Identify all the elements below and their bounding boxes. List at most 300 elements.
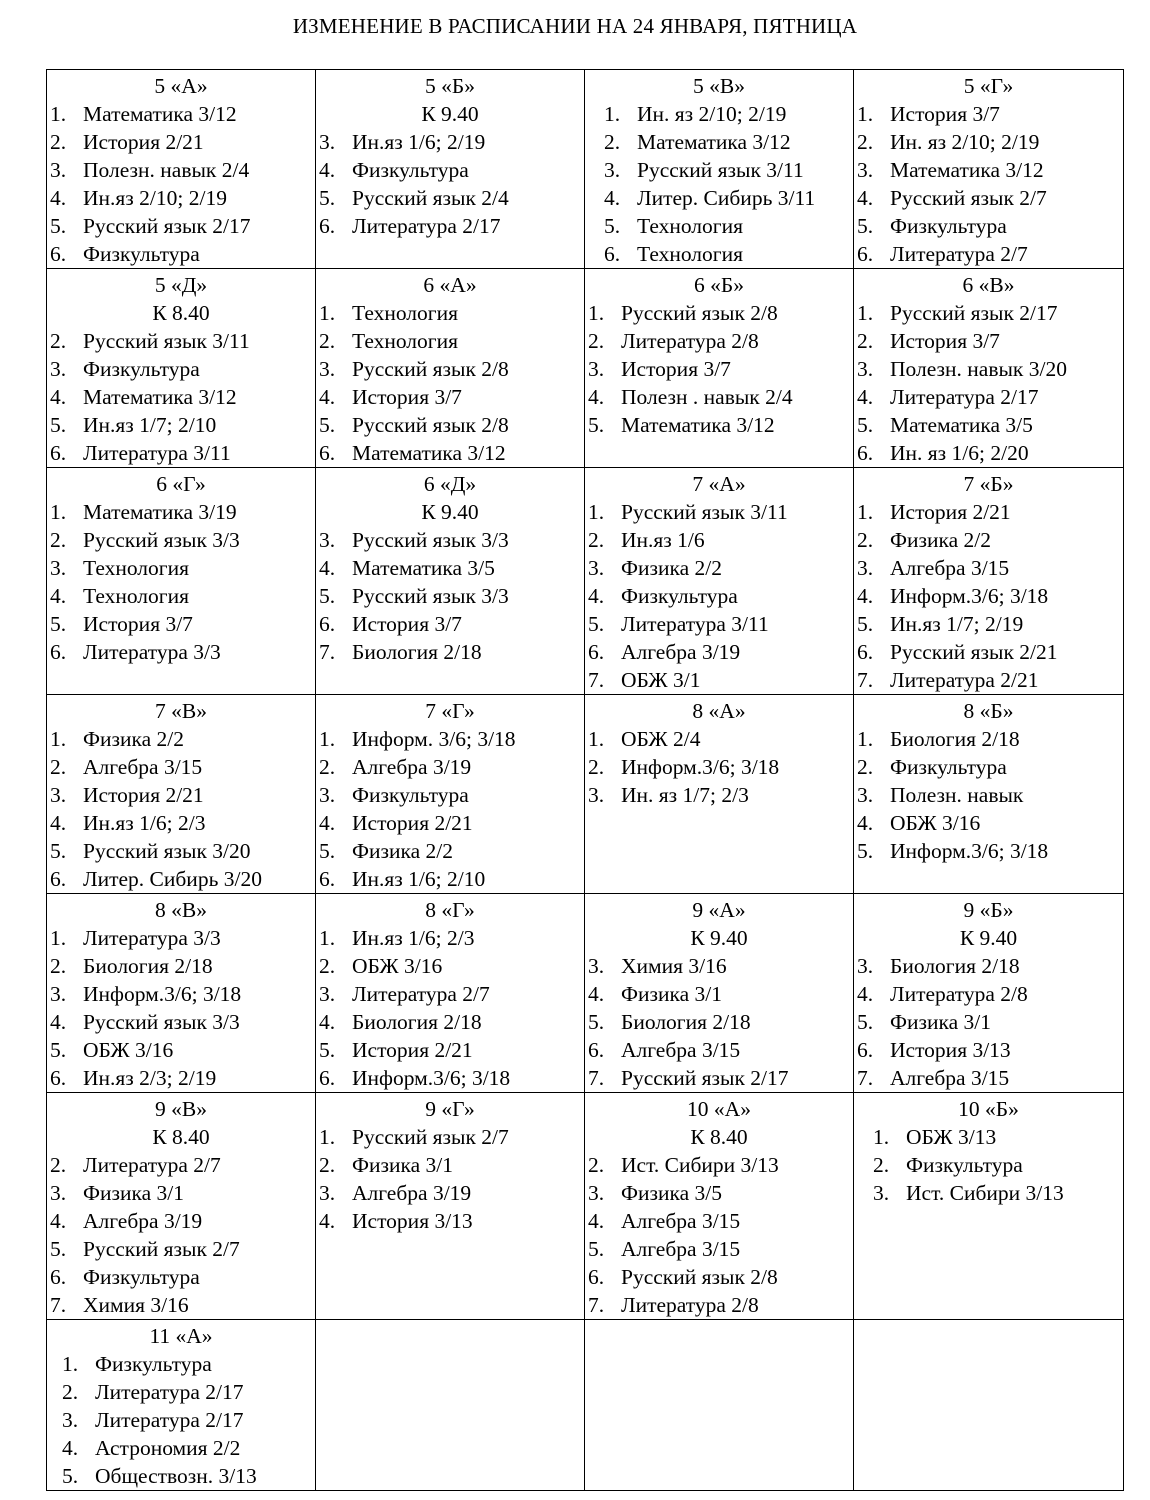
lesson-item: [857, 526, 1123, 554]
schedule-row: [47, 70, 1124, 269]
lesson-subject: ОБЖ 3/16: [890, 811, 981, 835]
lesson-subject: Алгебра 3/19: [621, 640, 741, 664]
schedule-row: [47, 894, 1124, 1093]
lesson-item: [588, 156, 853, 184]
lesson-subject: Литература 2/7: [890, 242, 1028, 266]
empty-cell: [585, 1320, 854, 1491]
lesson-number: 3.: [588, 1181, 605, 1205]
lesson-item: [588, 1235, 853, 1263]
lesson-subject: Технология: [83, 584, 189, 608]
lesson-number: 5.: [50, 1237, 67, 1261]
class-name: 7 «А»: [692, 472, 746, 496]
lesson-number: 7.: [319, 640, 336, 664]
lesson-number: 3.: [604, 158, 621, 182]
lesson-number: 3.: [857, 357, 874, 381]
lesson-number: 5.: [588, 612, 605, 636]
lesson-subject: Технология: [637, 214, 743, 238]
lesson-subject: Ист. Сибири 3/13: [621, 1153, 779, 1177]
lesson-subject: Русский язык 3/11: [621, 500, 788, 524]
lesson-number: 7.: [588, 668, 605, 692]
lesson-number: 6.: [50, 1265, 67, 1289]
lesson-item: [857, 781, 1123, 809]
lesson-number: 3.: [62, 1408, 79, 1432]
lesson-list: [50, 327, 315, 467]
lesson-item: [857, 355, 1123, 383]
lesson-item: [50, 980, 315, 1008]
lesson-item: [50, 1378, 315, 1406]
lesson-number: 2.: [588, 1153, 605, 1177]
lesson-item: [319, 980, 584, 1008]
lesson-list: [588, 100, 853, 268]
lesson-subject: Полезн. навык 3/20: [890, 357, 1067, 381]
lesson-subject: Алгебра 3/19: [352, 1181, 472, 1205]
lesson-subject: Информ.3/6; 3/18: [890, 839, 1049, 863]
lesson-number: 5.: [319, 186, 336, 210]
class-cell: [585, 269, 854, 468]
start-time: К 9.40: [690, 926, 748, 950]
lesson-subject: Ин.яз 1/6; 2/19: [352, 130, 486, 154]
lesson-list: [50, 100, 315, 268]
lesson-subject: Физкультура: [83, 242, 200, 266]
lesson-subject: Литер. Сибирь 3/11: [637, 186, 816, 210]
lesson-item: [50, 610, 315, 638]
lesson-item: [857, 837, 1123, 865]
lesson-item: [50, 1008, 315, 1036]
start-time: К 9.40: [959, 926, 1018, 950]
lesson-item: [588, 355, 853, 383]
lesson-subject: Биология 2/18: [621, 1010, 751, 1034]
lesson-number: 6.: [50, 867, 67, 891]
lesson-subject: Физкультура: [352, 158, 469, 182]
lesson-number: 4.: [319, 811, 336, 835]
class-cell: [585, 1093, 854, 1320]
lesson-subject: Информ.3/6; 3/18: [621, 755, 780, 779]
lesson-subject: Физкультура: [621, 584, 738, 608]
lesson-number: 3.: [50, 158, 67, 182]
lesson-subject: Русский язык 3/3: [352, 528, 509, 552]
lesson-subject: Математика 3/12: [83, 385, 237, 409]
lesson-subject: ОБЖ 3/1: [621, 668, 701, 692]
lesson-subject: Физика 3/1: [83, 1181, 185, 1205]
lesson-item: [50, 1064, 315, 1092]
lesson-subject: Русский язык 3/20: [83, 839, 251, 863]
lesson-number: 3.: [50, 783, 67, 807]
lesson-subject: Математика 3/12: [621, 413, 775, 437]
lesson-number: 7.: [857, 1066, 874, 1090]
lesson-subject: Технология: [352, 301, 458, 325]
lesson-number: 4.: [857, 385, 874, 409]
class-cell: [316, 894, 585, 1093]
lesson-number: 5.: [62, 1464, 79, 1488]
lesson-item: [857, 212, 1123, 240]
lesson-number: 1.: [50, 102, 67, 126]
lesson-item: [588, 299, 853, 327]
lesson-item: [857, 156, 1123, 184]
class-cell: [47, 894, 316, 1093]
lesson-item: [857, 952, 1123, 980]
lesson-item: [857, 638, 1123, 666]
lesson-item: [319, 781, 584, 809]
lesson-subject: Информ.3/6; 3/18: [352, 1066, 511, 1090]
lesson-item: [50, 100, 315, 128]
lesson-item: [588, 781, 853, 809]
lesson-subject: Технология: [352, 329, 458, 353]
lesson-number: 5.: [604, 214, 621, 238]
lesson-item: [50, 809, 315, 837]
lesson-subject: Литература 3/11: [621, 612, 769, 636]
lesson-subject: Ин. яз 1/7; 2/3: [621, 783, 749, 807]
lesson-item: [588, 240, 853, 268]
lesson-item: [857, 327, 1123, 355]
lesson-number: 1.: [319, 1125, 336, 1149]
lesson-subject: Ин.яз 2/10; 2/19: [83, 186, 227, 210]
lesson-item: [50, 240, 315, 268]
lesson-list: [857, 100, 1123, 268]
lesson-list: [588, 299, 853, 439]
lesson-subject: Литература 2/8: [890, 982, 1028, 1006]
lesson-number: 2.: [319, 755, 336, 779]
start-time: К 8.40: [690, 1125, 748, 1149]
lesson-item: [50, 1036, 315, 1064]
lesson-number: 6.: [857, 242, 874, 266]
lesson-number: 4.: [50, 811, 67, 835]
lesson-number: 5.: [50, 413, 67, 437]
lesson-item: [319, 327, 584, 355]
lesson-item: [857, 753, 1123, 781]
lesson-item: [319, 610, 584, 638]
lesson-list: [50, 924, 315, 1092]
lesson-subject: Алгебра 3/15: [890, 556, 1010, 580]
lesson-subject: Математика 3/5: [352, 556, 495, 580]
lesson-item: [319, 1064, 584, 1092]
lesson-number: 4.: [50, 1209, 67, 1233]
lesson-item: [319, 753, 584, 781]
lesson-number: 3.: [588, 556, 605, 580]
lesson-item: [588, 638, 853, 666]
lesson-item: [50, 638, 315, 666]
lesson-number: 6.: [319, 441, 336, 465]
lesson-item: [319, 1008, 584, 1036]
lesson-item: [319, 837, 584, 865]
lesson-subject: Литература 2/17: [890, 385, 1039, 409]
class-name: 5 «Б»: [425, 74, 475, 98]
lesson-subject: История 3/7: [352, 385, 462, 409]
lesson-subject: Физкультура: [890, 755, 1007, 779]
lesson-number: 3.: [50, 556, 67, 580]
lesson-number: 2.: [857, 528, 874, 552]
lesson-subject: Алгебра 3/19: [352, 755, 472, 779]
class-name: 6 «В»: [962, 273, 1015, 297]
lesson-number: 5.: [50, 1038, 67, 1062]
lesson-item: [319, 411, 584, 439]
lesson-number: 1.: [50, 500, 67, 524]
lesson-subject: Русский язык 2/7: [352, 1125, 509, 1149]
schedule-row: [47, 269, 1124, 468]
lesson-number: 1.: [857, 500, 874, 524]
lesson-item: [588, 1179, 853, 1207]
lesson-subject: Русский язык 2/8: [621, 301, 778, 325]
lesson-item: [50, 753, 315, 781]
lesson-item: [50, 411, 315, 439]
lesson-number: 4.: [319, 385, 336, 409]
start-time: К 8.40: [152, 1125, 210, 1149]
lesson-subject: Полезн . навык 2/4: [621, 385, 793, 409]
lesson-item: [857, 1036, 1123, 1064]
start-time: К 9.40: [421, 102, 479, 126]
lesson-subject: Физика 2/2: [83, 727, 185, 751]
class-cell: [47, 695, 316, 894]
lesson-item: [857, 240, 1123, 268]
lesson-number: 4.: [319, 1010, 336, 1034]
lesson-subject: Физика 2/2: [890, 528, 992, 552]
class-name: 8 «А»: [692, 699, 746, 723]
lesson-number: 3.: [50, 357, 67, 381]
lesson-item: [50, 952, 315, 980]
lesson-number: 1.: [857, 301, 874, 325]
lesson-subject: Русский язык 2/17: [890, 301, 1058, 325]
lesson-subject: Физкультура: [95, 1352, 212, 1376]
class-cell: [854, 269, 1124, 468]
start-time: К 8.40: [152, 301, 210, 325]
lesson-item: [319, 725, 584, 753]
lesson-number: 1.: [50, 926, 67, 950]
lesson-number: 5.: [588, 1010, 605, 1034]
class-name: 7 «Б»: [963, 472, 1014, 496]
lesson-subject: Алгебра 3/15: [890, 1066, 1010, 1090]
lesson-item: [588, 980, 853, 1008]
lesson-number: 6.: [50, 242, 67, 266]
lesson-number: 3.: [319, 130, 336, 154]
class-cell: [854, 468, 1124, 695]
lesson-number: 2.: [604, 130, 621, 154]
lesson-number: 5.: [50, 214, 67, 238]
lesson-item: [50, 582, 315, 610]
lesson-number: 5.: [857, 839, 874, 863]
lesson-number: 4.: [857, 186, 874, 210]
lesson-subject: Физика 2/2: [621, 556, 723, 580]
lesson-number: 3.: [319, 783, 336, 807]
class-cell: [585, 695, 854, 894]
class-cell: [854, 894, 1124, 1093]
lesson-number: 4.: [319, 556, 336, 580]
lesson-number: 2.: [319, 329, 336, 353]
class-name: 6 «А»: [423, 273, 477, 297]
class-cell: [316, 269, 585, 468]
lesson-subject: Биология 2/18: [890, 954, 1020, 978]
lesson-number: 2.: [857, 755, 874, 779]
start-time: К 9.40: [421, 500, 479, 524]
lesson-number: 6.: [588, 640, 605, 664]
lesson-number: 6.: [319, 1066, 336, 1090]
lesson-number: 6.: [50, 640, 67, 664]
lesson-item: [588, 753, 853, 781]
lesson-number: 5.: [857, 1010, 874, 1034]
lesson-number: 4.: [857, 982, 874, 1006]
lesson-subject: ОБЖ 3/16: [352, 954, 443, 978]
class-name: 10 «Б»: [958, 1097, 1019, 1121]
lesson-subject: Полезн. навык 2/4: [83, 158, 250, 182]
lesson-subject: Астрономия 2/2: [95, 1436, 241, 1460]
lesson-item: [857, 439, 1123, 467]
lesson-number: 5.: [50, 839, 67, 863]
lesson-item: [319, 128, 584, 156]
lesson-subject: История 3/7: [83, 612, 193, 636]
lesson-list: [857, 725, 1123, 865]
lesson-subject: Алгебра 3/15: [621, 1237, 741, 1261]
lesson-subject: Математика 3/12: [352, 441, 506, 465]
lesson-subject: Русский язык 3/11: [637, 158, 804, 182]
class-name: 7 «В»: [155, 699, 207, 723]
lesson-item: [50, 327, 315, 355]
lesson-subject: Алгебра 3/15: [621, 1209, 741, 1233]
lesson-subject: Русский язык 2/7: [83, 1237, 240, 1261]
lesson-list: [857, 952, 1123, 1092]
lesson-list: [588, 725, 853, 809]
lesson-item: [319, 1036, 584, 1064]
empty-cell: [316, 1320, 585, 1491]
lesson-item: [50, 1207, 315, 1235]
lesson-item: [588, 1291, 853, 1319]
lesson-item: [588, 554, 853, 582]
lesson-item: [50, 212, 315, 240]
lesson-subject: Полезн. навык: [890, 783, 1024, 807]
schedule-row: [47, 468, 1124, 695]
lesson-list: [50, 498, 315, 666]
lesson-item: [588, 1008, 853, 1036]
lesson-subject: ОБЖ 2/4: [621, 727, 701, 751]
lesson-item: [50, 1434, 315, 1462]
lesson-item: [319, 184, 584, 212]
lesson-subject: Физкультура: [83, 357, 200, 381]
lesson-list: [319, 924, 584, 1092]
lesson-subject: Физика 3/1: [621, 982, 723, 1006]
lesson-number: 1.: [319, 727, 336, 751]
lesson-subject: Русский язык 3/3: [83, 528, 240, 552]
lesson-item: [588, 952, 853, 980]
lesson-number: 4.: [319, 1209, 336, 1233]
lesson-number: 1.: [857, 727, 874, 751]
lesson-item: [50, 1263, 315, 1291]
class-name: 9 «В»: [155, 1097, 207, 1121]
lesson-number: 5.: [319, 839, 336, 863]
class-cell: [47, 468, 316, 695]
lesson-subject: История 2/21: [352, 811, 473, 835]
schedule-row: [47, 1093, 1124, 1320]
lesson-list: [319, 1123, 584, 1235]
lesson-subject: Химия 3/16: [83, 1293, 189, 1317]
lesson-list: [319, 526, 584, 666]
lesson-subject: Физика 3/1: [352, 1153, 454, 1177]
lesson-item: [588, 526, 853, 554]
lesson-item: [50, 184, 315, 212]
lesson-subject: Технология: [637, 242, 743, 266]
lesson-subject: История 2/21: [352, 1038, 473, 1062]
lesson-item: [319, 1207, 584, 1235]
lesson-number: 1.: [604, 102, 621, 126]
lesson-subject: Алгебра 3/15: [83, 755, 203, 779]
lesson-item: [319, 1151, 584, 1179]
lesson-item: [50, 383, 315, 411]
page-title: ИЗМЕНЕНИЕ В РАСПИСАНИИ НА 24 ЯНВАРЯ, ПЯТНИЦА: [292, 14, 858, 38]
schedule-body: [47, 70, 1124, 1491]
class-name: 8 «Б»: [963, 699, 1014, 723]
schedule-row: [47, 1320, 1124, 1491]
lesson-item: [857, 554, 1123, 582]
lesson-subject: Ин.яз 1/6; 2/10: [352, 867, 486, 891]
lesson-subject: История 3/7: [352, 612, 462, 636]
lesson-item: [50, 837, 315, 865]
lesson-number: 5.: [857, 413, 874, 437]
lesson-number: 1.: [588, 301, 605, 325]
lesson-subject: Обществозн. 3/13: [95, 1464, 257, 1488]
lesson-item: [319, 952, 584, 980]
lesson-number: 4.: [50, 584, 67, 608]
class-cell: [585, 468, 854, 695]
lesson-subject: Русский язык 2/8: [352, 413, 509, 437]
lesson-subject: Литература 3/3: [83, 926, 221, 950]
lesson-item: [588, 1151, 853, 1179]
lesson-number: 1.: [319, 301, 336, 325]
lesson-item: [319, 383, 584, 411]
lesson-item: [50, 725, 315, 753]
lesson-list: [50, 725, 315, 893]
lesson-item: [588, 666, 853, 694]
lesson-item: [50, 1235, 315, 1263]
lesson-number: 2.: [588, 755, 605, 779]
lesson-item: [319, 156, 584, 184]
lesson-subject: Ин.яз 1/6: [621, 528, 705, 552]
lesson-number: 2.: [62, 1380, 79, 1404]
lesson-item: [588, 582, 853, 610]
lesson-subject: Физкультура: [906, 1153, 1023, 1177]
lesson-item: [319, 582, 584, 610]
lesson-item: [319, 1179, 584, 1207]
lesson-number: 3.: [319, 1181, 336, 1205]
lesson-item: [588, 1064, 853, 1092]
lesson-subject: Ин.яз 1/6; 2/3: [83, 811, 206, 835]
class-name: 10 «А»: [687, 1097, 751, 1121]
class-name: 8 «Г»: [425, 898, 475, 922]
class-cell: [316, 695, 585, 894]
lesson-number: 5.: [319, 584, 336, 608]
class-name: 5 «Г»: [963, 74, 1014, 98]
lesson-number: 3.: [50, 982, 67, 1006]
lesson-subject: История 2/21: [890, 500, 1011, 524]
lesson-number: 2.: [50, 329, 67, 353]
lesson-list: [319, 299, 584, 467]
lesson-item: [50, 1462, 315, 1490]
lesson-number: 6.: [319, 214, 336, 238]
lesson-number: 2.: [319, 1153, 336, 1177]
lesson-item: [857, 725, 1123, 753]
lesson-number: 7.: [857, 668, 874, 692]
lesson-subject: Информ. 3/6; 3/18: [352, 727, 516, 751]
lesson-number: 2.: [50, 130, 67, 154]
lesson-number: 4.: [588, 584, 605, 608]
lesson-subject: Биология 2/18: [890, 727, 1020, 751]
lesson-item: [857, 610, 1123, 638]
lesson-subject: Литература 2/8: [621, 329, 759, 353]
lesson-subject: Биология 2/18: [352, 640, 482, 664]
lesson-list: [857, 1123, 1123, 1207]
lesson-number: 3.: [857, 783, 874, 807]
lesson-number: 4.: [604, 186, 621, 210]
lesson-number: 6.: [319, 867, 336, 891]
class-name: 5 «А»: [154, 74, 208, 98]
lesson-item: [857, 1151, 1123, 1179]
lesson-number: 3.: [857, 556, 874, 580]
lesson-item: [857, 498, 1123, 526]
